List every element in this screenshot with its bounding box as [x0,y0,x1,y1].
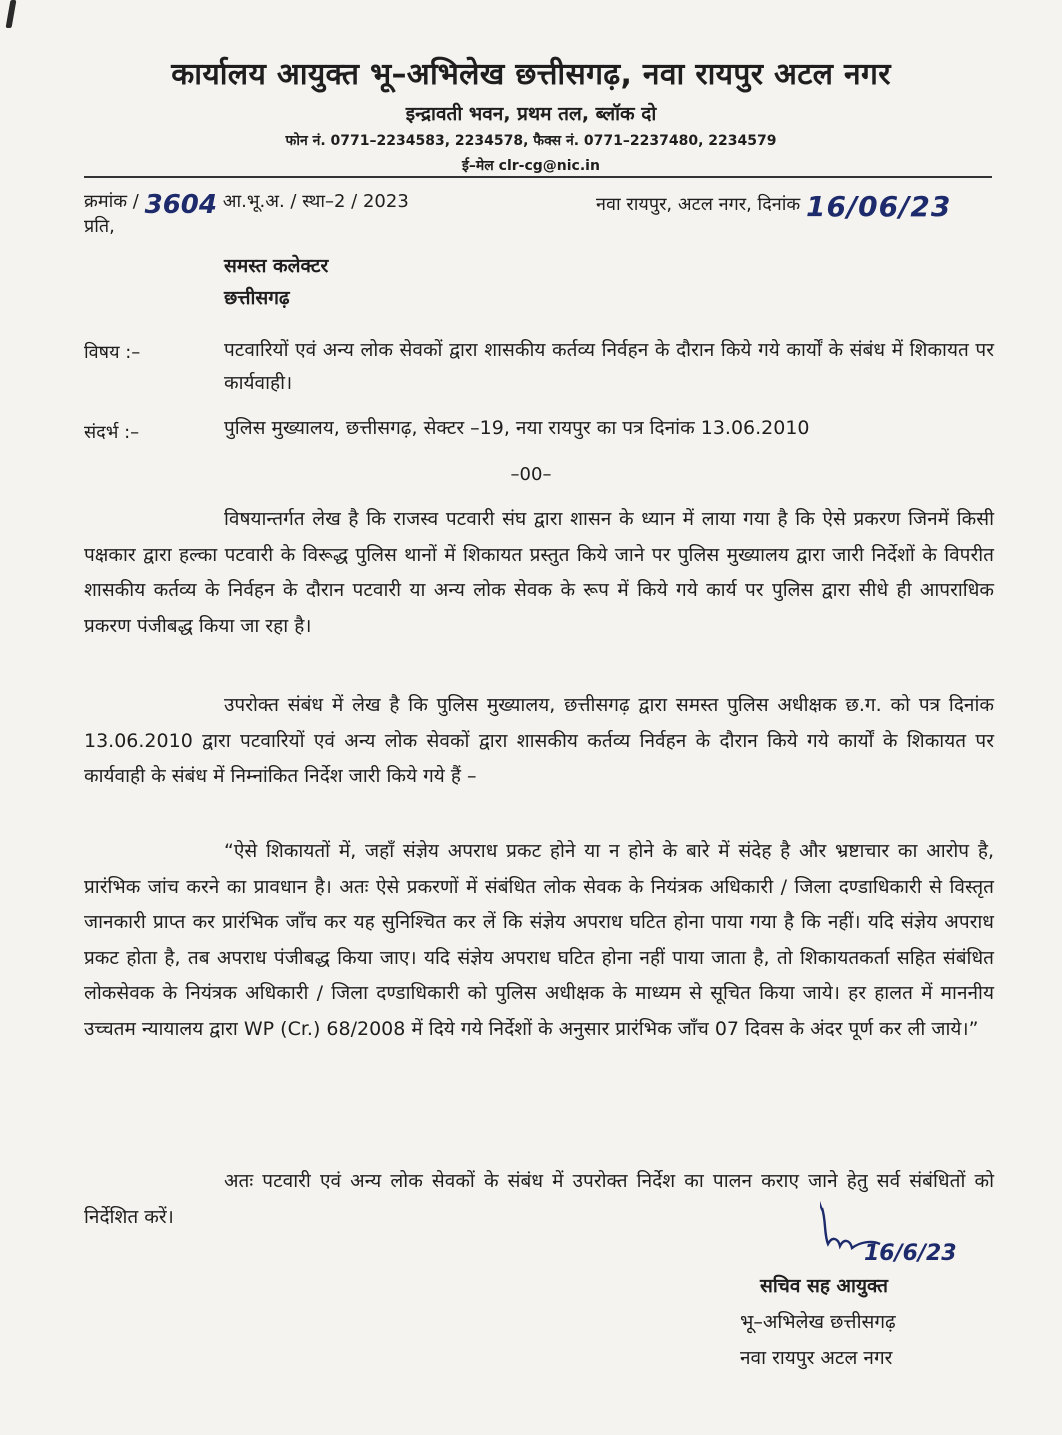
reference-text: पुलिस मुख्यालय, छत्तीसगढ़, सेक्टर –19, नया रायपुर का पत्र दिनांक 13.06.2010 [224,417,810,439]
body-paragraph-1: विषयान्तर्गत लेख है कि राजस्व पटवारी संघ द्वारा शासन के ध्यान में लाया गया है कि ऐसे प्रकरण जिनमें किसी पक्षकार द्वारा हल्का पटवारी के विरूद्ध पुलिस थानों में शिकायत प्रस्तुत किये जाने पर पुलिस मुख्यालय द्वारा जारी निर्देशों के विपरीत शासकीय कर्तव्य के निर्वहन के दौरान पटवारी या अन्य लोक सेवक के रूप में किये गये कार्य पर पुलिस द्वारा सीधे ही आपराधिक प्रकरण पंजीबद्ध किया जा रहा है। [84,508,994,637]
to-label: प्रति, [84,216,115,237]
office-title: कार्यालय आयुक्त भू–अभिलेख छत्तीसगढ़, नवा रायपुर अटल नगर [171,57,891,92]
body-paragraph-quoted-directive: “ऐसे शिकायतों में, जहाँ संज्ञेय अपराध प्रकट होने या न होने के बारे में संदेह है और भ्रष्टाचार का आरोप है, प्रारंभिक जांच करने का प्रावधान है। अतः ऐसे प्रकरणों में संबंधित लोक सेवक के नियंत्रक अधिकारी / जिला दण्डाधिकारी से विस्तृत जानकारी प्राप्त कर प्रारंभिक जाँच कर यह सुनिश्चित कर लें कि संज्ञेय अपराध घटित होना पाया गया है कि नहीं। यदि संज्ञेय अपराध प्रकट होता है, तब अपराध पंजीबद्ध किया जाए। यदि संज्ञेय अपराध घटित होना नहीं पाया जाता है, तो शिकायतकर्ता सहित संबंधित लोकसेवक के नियंत्रक अधिकारी / जिला दण्डाधिकारी को पुलिस अधीक्षक के माध्यम से सूचित किया जाये। हर हालत में माननीय उच्चतम न्यायालय द्वारा WP (Cr.) 68/2008 में दिये गये निर्देशों के अनुसार प्रारंभिक जाँच 07 दिवस के अंदर पूर्ण कर ली जाये।” [84,840,994,1040]
subject-label: विषय :– [84,342,141,363]
subject-text: पटवारियों एवं अन्य लोक सेवकों द्वारा शासकीय कर्तव्य निर्वहन के दौरान किये गये कार्यों के संबंध में शिकायत पर कार्यवाही। [224,339,994,394]
addressee-line-1: समस्त कलेक्टर [224,255,329,277]
place-date-line [596,184,952,223]
kramank-label: क्रमांक / [84,191,139,212]
section-separator: –00– [510,464,552,485]
place-date-label: नवा रायपुर, अटल नगर, दिनांक [596,194,801,215]
reference-number-line [84,184,409,220]
office-email: ई–मेल clr-cg@nic.in [462,158,600,174]
addressee-line-2: छत्तीसगढ़ [224,287,290,309]
office-address: इन्द्रावती भवन, प्रथम तल, ब्लॉक दो [405,103,657,125]
body-paragraph-2: उपरोक्त संबंध में लेख है कि पुलिस मुख्यालय, छत्तीसगढ़ द्वारा समस्त पुलिस अधीक्षक छ.ग. को पत्र दिनांक 13.06.2010 द्वारा पटवारियों एवं अन्य लोक सेवकों द्वारा शासकीय कर्तव्य निर्वहन के दौरान किये गये कार्यों के शिकायत पर कार्यवाही के संबंध में निम्नांकित निर्देश जारी किये गये हैं – [84,694,994,787]
office-phone: फोन नं. 0771–2234583, 2234578, फैक्स नं. 0771–2237480, 2234579 [285,133,777,149]
margin-pen-mark [6,0,17,28]
signature-block [740,1268,896,1376]
handwritten-signature-date: 16/6/23 [864,1241,957,1266]
signatory-place: नवा रायपुर अटल नगर [740,1347,893,1369]
signatory-department: भू–अभिलेख छत्तीसगढ़ [740,1311,896,1333]
handwritten-reference-number: 3604 [144,190,217,220]
reference-label: संदर्भ :– [84,422,140,443]
body-paragraph-4: अतः पटवारी एवं अन्य लोक सेवकों के संबंध में उपरोक्त निर्देश का पालन कराए जाने हेतु सर्व संबंधितों को निर्देशित करें। [84,1170,994,1228]
reference-suffix: आ.भू.अ. / स्था–2 / 2023 [222,191,409,212]
handwritten-date: 16/06/23 [805,190,952,223]
signatory-title: सचिव सह आयुक्त [760,1275,889,1297]
header-divider [84,176,992,178]
